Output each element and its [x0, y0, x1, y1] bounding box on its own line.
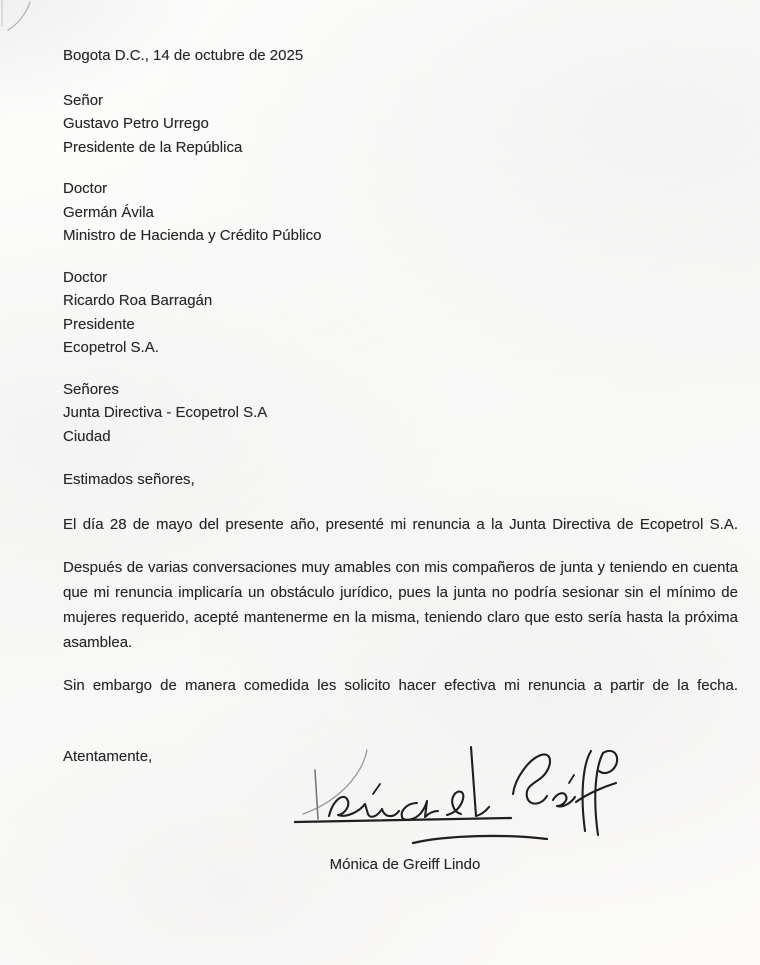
recipient-role: Presidente de la República — [63, 138, 243, 156]
recipient-title: Doctor — [63, 180, 108, 197]
paragraph-resignation-date: El día 28 de mayo del presente año, presenté mi renuncia a la Junta Directiva de Ecopetrol S.A. — [63, 515, 738, 533]
date-line: Bogota D.C., 14 de octubre de 2025 — [63, 47, 304, 64]
recipient-name: Gustavo Petro Urrego — [63, 115, 209, 132]
recipient-name: Junta Directiva - Ecopetrol S.A — [63, 404, 268, 421]
recipient-block-president — [63, 89, 738, 160]
recipient-name: Germán Ávila — [63, 203, 154, 221]
recipient-block-board — [63, 378, 738, 449]
salutation: Estimados señores, — [63, 471, 195, 488]
paragraph-context: Después de varias conversaciones muy amables con mis compañeros de junta y teniendo en cuenta que mi renuncia implicaría un obstáculo jurídico, pues la junta no podría sesionar sin el mínimo de mujeres requerido, acepté mantenerme en la misma, teniendo claro que esto sería hasta la próxima asamblea. — [63, 558, 738, 651]
recipient-title: Señores — [63, 380, 119, 398]
closing: Atentamente, — [63, 747, 153, 765]
handwritten-signature-image — [285, 742, 625, 852]
paragraph-request: Sin embargo de manera comedida les solicito hacer efectiva mi renuncia a partir de la fecha. — [63, 676, 738, 694]
signature-block — [285, 742, 625, 876]
signature-printed-name: Mónica de Greiff Lindo — [329, 856, 481, 873]
recipient-block-ecopetrol-president — [63, 266, 738, 360]
scan-corner-artifact — [0, 0, 70, 55]
recipient-name: Ricardo Roa Barragán — [63, 292, 213, 309]
recipient-title: Señor — [63, 91, 104, 109]
recipient-title: Doctor — [63, 268, 108, 286]
recipient-company: Ecopetrol S.A. — [63, 339, 159, 356]
recipient-block-minister — [63, 177, 738, 248]
recipient-city: Ciudad — [63, 427, 111, 445]
recipient-role: Ministro de Hacienda y Crédito Público — [63, 227, 322, 244]
recipient-role: Presidente — [63, 315, 135, 333]
